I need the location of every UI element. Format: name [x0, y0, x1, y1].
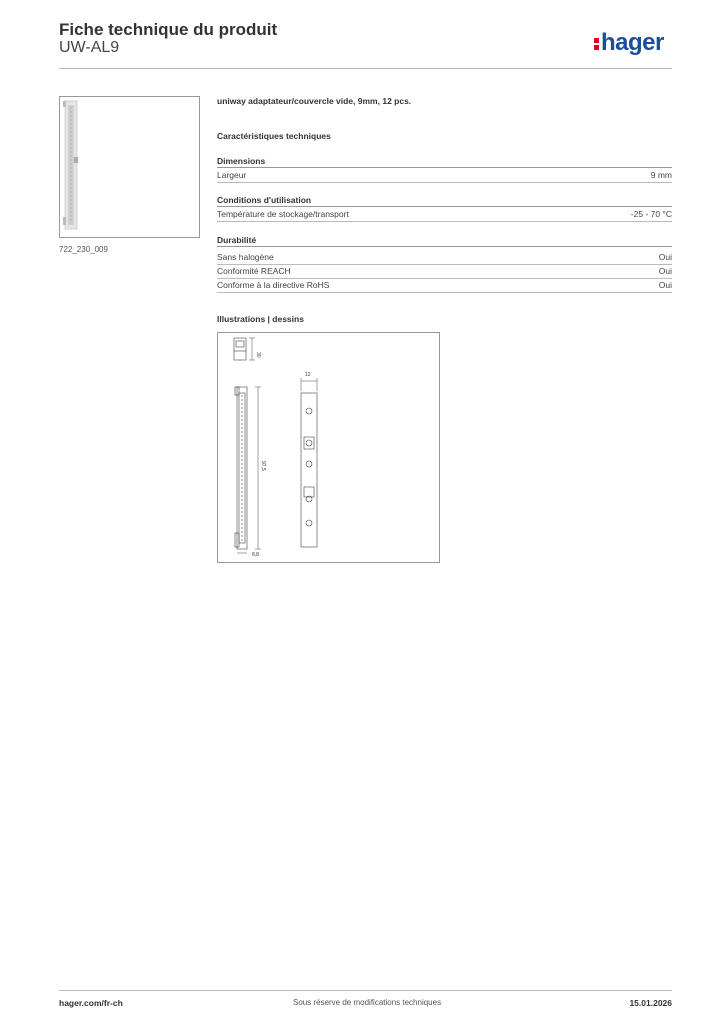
- technical-drawing: [217, 332, 440, 563]
- product-code: UW-AL9: [59, 39, 120, 56]
- spec-value: Oui: [658, 266, 672, 276]
- product-photo-icon: [60, 97, 199, 237]
- spec-value: Oui: [658, 252, 672, 262]
- spec-row: [217, 251, 672, 265]
- footer-note: Sous réserve de modifications techniques: [293, 998, 442, 1007]
- footer-website[interactable]: hager.com/fr-ch: [59, 998, 123, 1008]
- footer-divider: [59, 990, 672, 991]
- dim-bottom-width: 8,8: [252, 552, 259, 558]
- hager-logo: [594, 29, 664, 57]
- image-caption: 722_230_009: [59, 245, 108, 254]
- spec-row: [217, 208, 672, 222]
- logo-colon-icon: [594, 36, 599, 52]
- specs-title: Caractéristiques techniques: [217, 131, 331, 141]
- footer-date: 15.01.2026: [629, 998, 672, 1008]
- spec-value: -25 - 70 °C: [630, 209, 672, 219]
- product-image: [59, 96, 200, 238]
- spec-label: Température de stockage/transport: [217, 209, 349, 219]
- spec-row: [217, 265, 672, 279]
- group-durability: Durabilité: [217, 235, 672, 247]
- logo-text: hager: [601, 29, 664, 56]
- group-dimensions: Dimensions: [217, 156, 672, 168]
- spec-label: Conformité REACH: [217, 266, 291, 276]
- dim-side-width: 12: [305, 372, 311, 378]
- dim-top-height: 30: [255, 352, 261, 358]
- front-view-part: [301, 393, 317, 547]
- spec-label: Sans halogène: [217, 252, 274, 262]
- spec-label: Conforme à la directive RoHS: [217, 280, 330, 290]
- product-description: uniway adaptateur/couvercle vide, 9mm, 12 pcs.: [217, 96, 412, 106]
- spec-row: [217, 279, 672, 293]
- page-title: Fiche technique du produit: [59, 20, 278, 39]
- spec-value: Oui: [658, 280, 672, 290]
- header-divider: [59, 68, 672, 69]
- spec-label: Largeur: [217, 170, 247, 180]
- drawing-svg: [218, 333, 439, 562]
- group-conditions: Conditions d'utilisation: [217, 195, 672, 207]
- dim-main-height: 97,5: [260, 461, 266, 471]
- spec-row: [217, 169, 672, 183]
- illustrations-title: Illustrations | dessins: [217, 314, 304, 324]
- spec-value: 9 mm: [650, 170, 672, 180]
